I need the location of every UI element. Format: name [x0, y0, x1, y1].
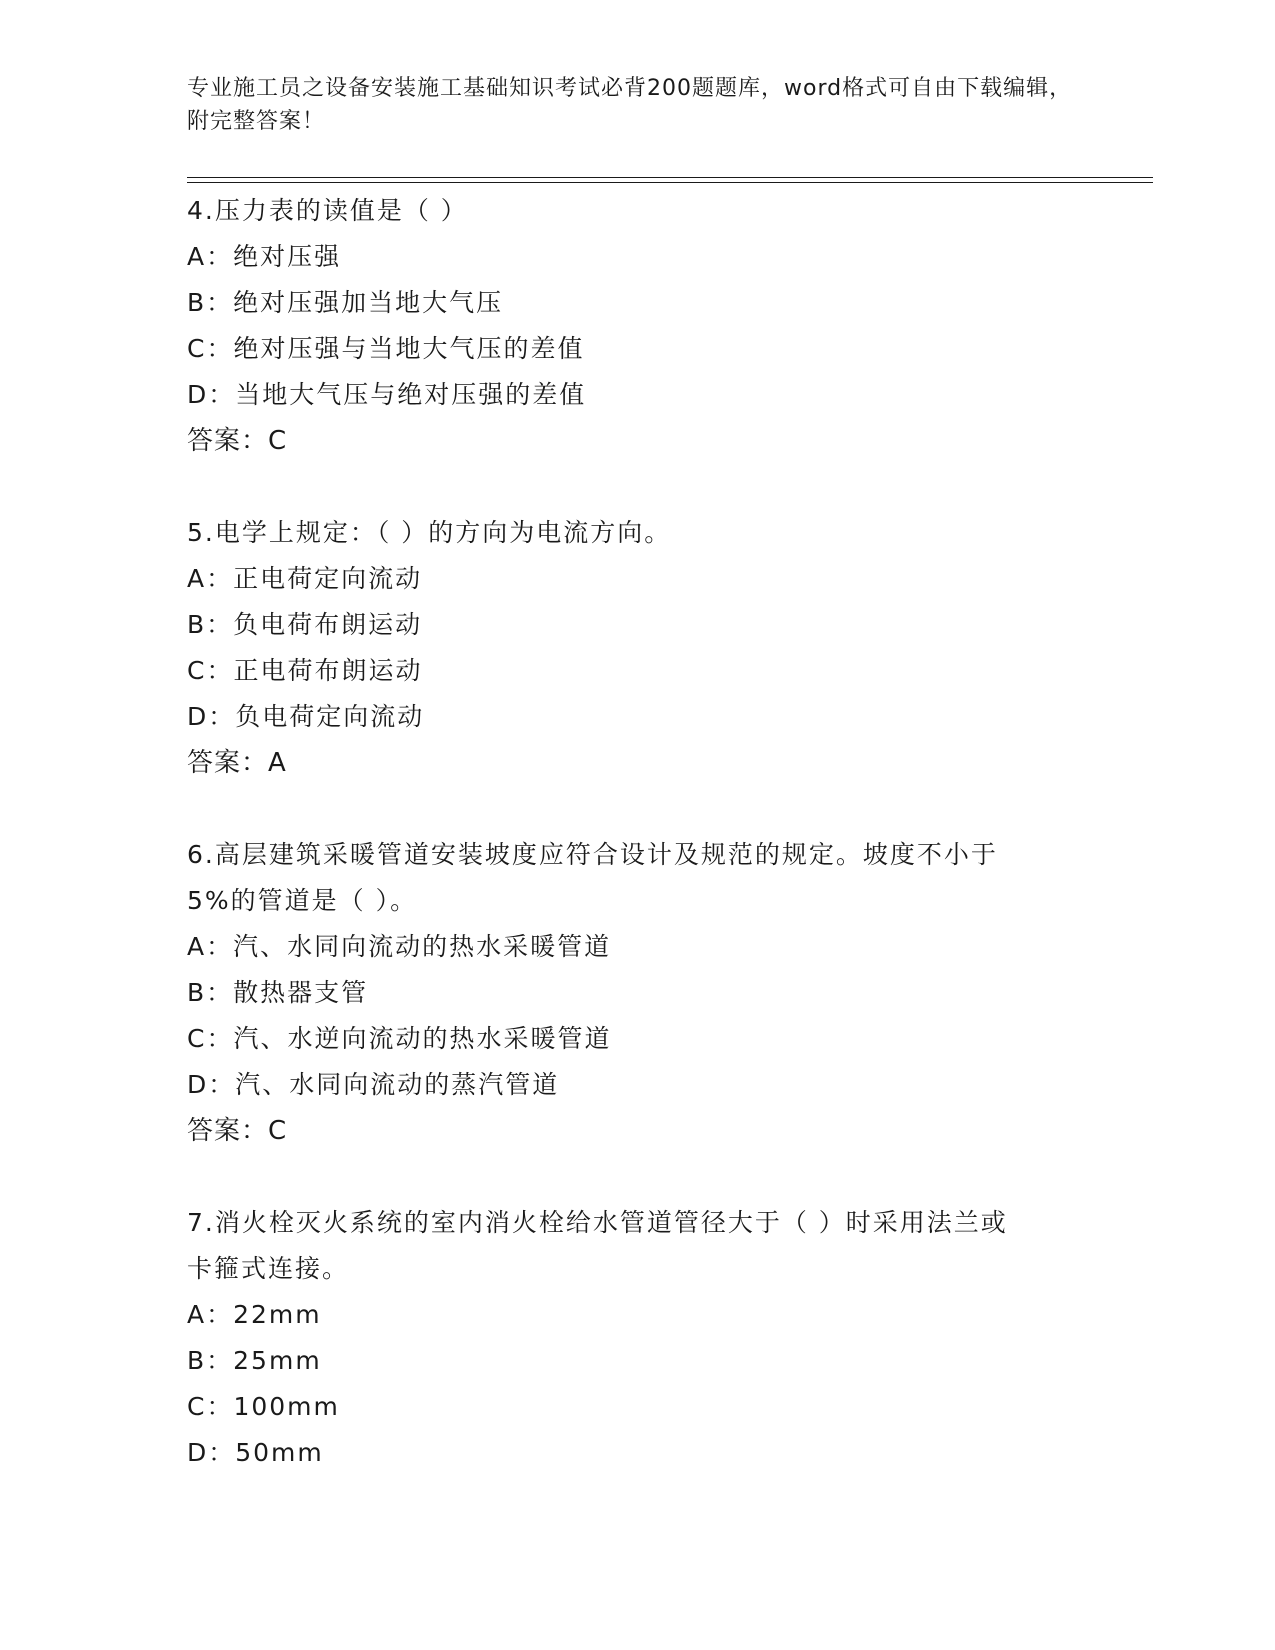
- answer-option: D：汽、水同向流动的蒸汽管道: [187, 1070, 560, 1099]
- answer-key: 答案：C: [187, 426, 288, 456]
- answer-option: D：50mm: [187, 1438, 324, 1467]
- answer-option: D：负电荷定向流动: [187, 702, 425, 731]
- answer-option: C：100mm: [187, 1392, 340, 1421]
- header-rule-bottom: [187, 182, 1153, 183]
- answer-option: A：绝对压强: [187, 242, 342, 271]
- answer-option: B：绝对压强加当地大气压: [187, 288, 504, 317]
- question-block: [187, 832, 1087, 1154]
- answer-key: 答案：C: [187, 1116, 288, 1146]
- question-stem: 5%的管道是（ ）。: [187, 886, 418, 915]
- question-block: [187, 510, 1087, 786]
- answer-option: A：正电荷定向流动: [187, 564, 423, 593]
- answer-option: A：22mm: [187, 1300, 322, 1329]
- answer-option: C：绝对压强与当地大气压的差值: [187, 334, 585, 363]
- header-rule-top: [187, 177, 1153, 178]
- answer-option: A：汽、水同向流动的热水采暖管道: [187, 932, 612, 961]
- answer-option: B：散热器支管: [187, 978, 369, 1007]
- question-stem: 卡箍式连接。: [187, 1254, 350, 1283]
- question-stem: 6.高层建筑采暖管道安装坡度应符合设计及规范的规定。坡度不小于: [187, 840, 998, 869]
- question-list: [187, 188, 1087, 1476]
- answer-option: C：汽、水逆向流动的热水采暖管道: [187, 1024, 612, 1053]
- answer-option: C：正电荷布朗运动: [187, 656, 423, 685]
- document-header: 专业施工员之设备安装施工基础知识考试必背200题题库，word格式可自由下载编辑，附完整答案！: [187, 76, 1073, 134]
- answer-option: B：25mm: [187, 1346, 322, 1375]
- question-stem: 4.压力表的读值是（ ）: [187, 196, 468, 225]
- question-block: [187, 1200, 1087, 1476]
- answer-option: D：当地大气压与绝对压强的差值: [187, 380, 587, 409]
- answer-option: B：负电荷布朗运动: [187, 610, 423, 639]
- question-stem: 7.消火栓灭火系统的室内消火栓给水管道管径大于（ ）时采用法兰或: [187, 1208, 1008, 1237]
- question-stem: 5.电学上规定：（ ）的方向为电流方向。: [187, 518, 672, 547]
- answer-key: 答案：A: [187, 748, 287, 778]
- question-block: [187, 188, 1087, 464]
